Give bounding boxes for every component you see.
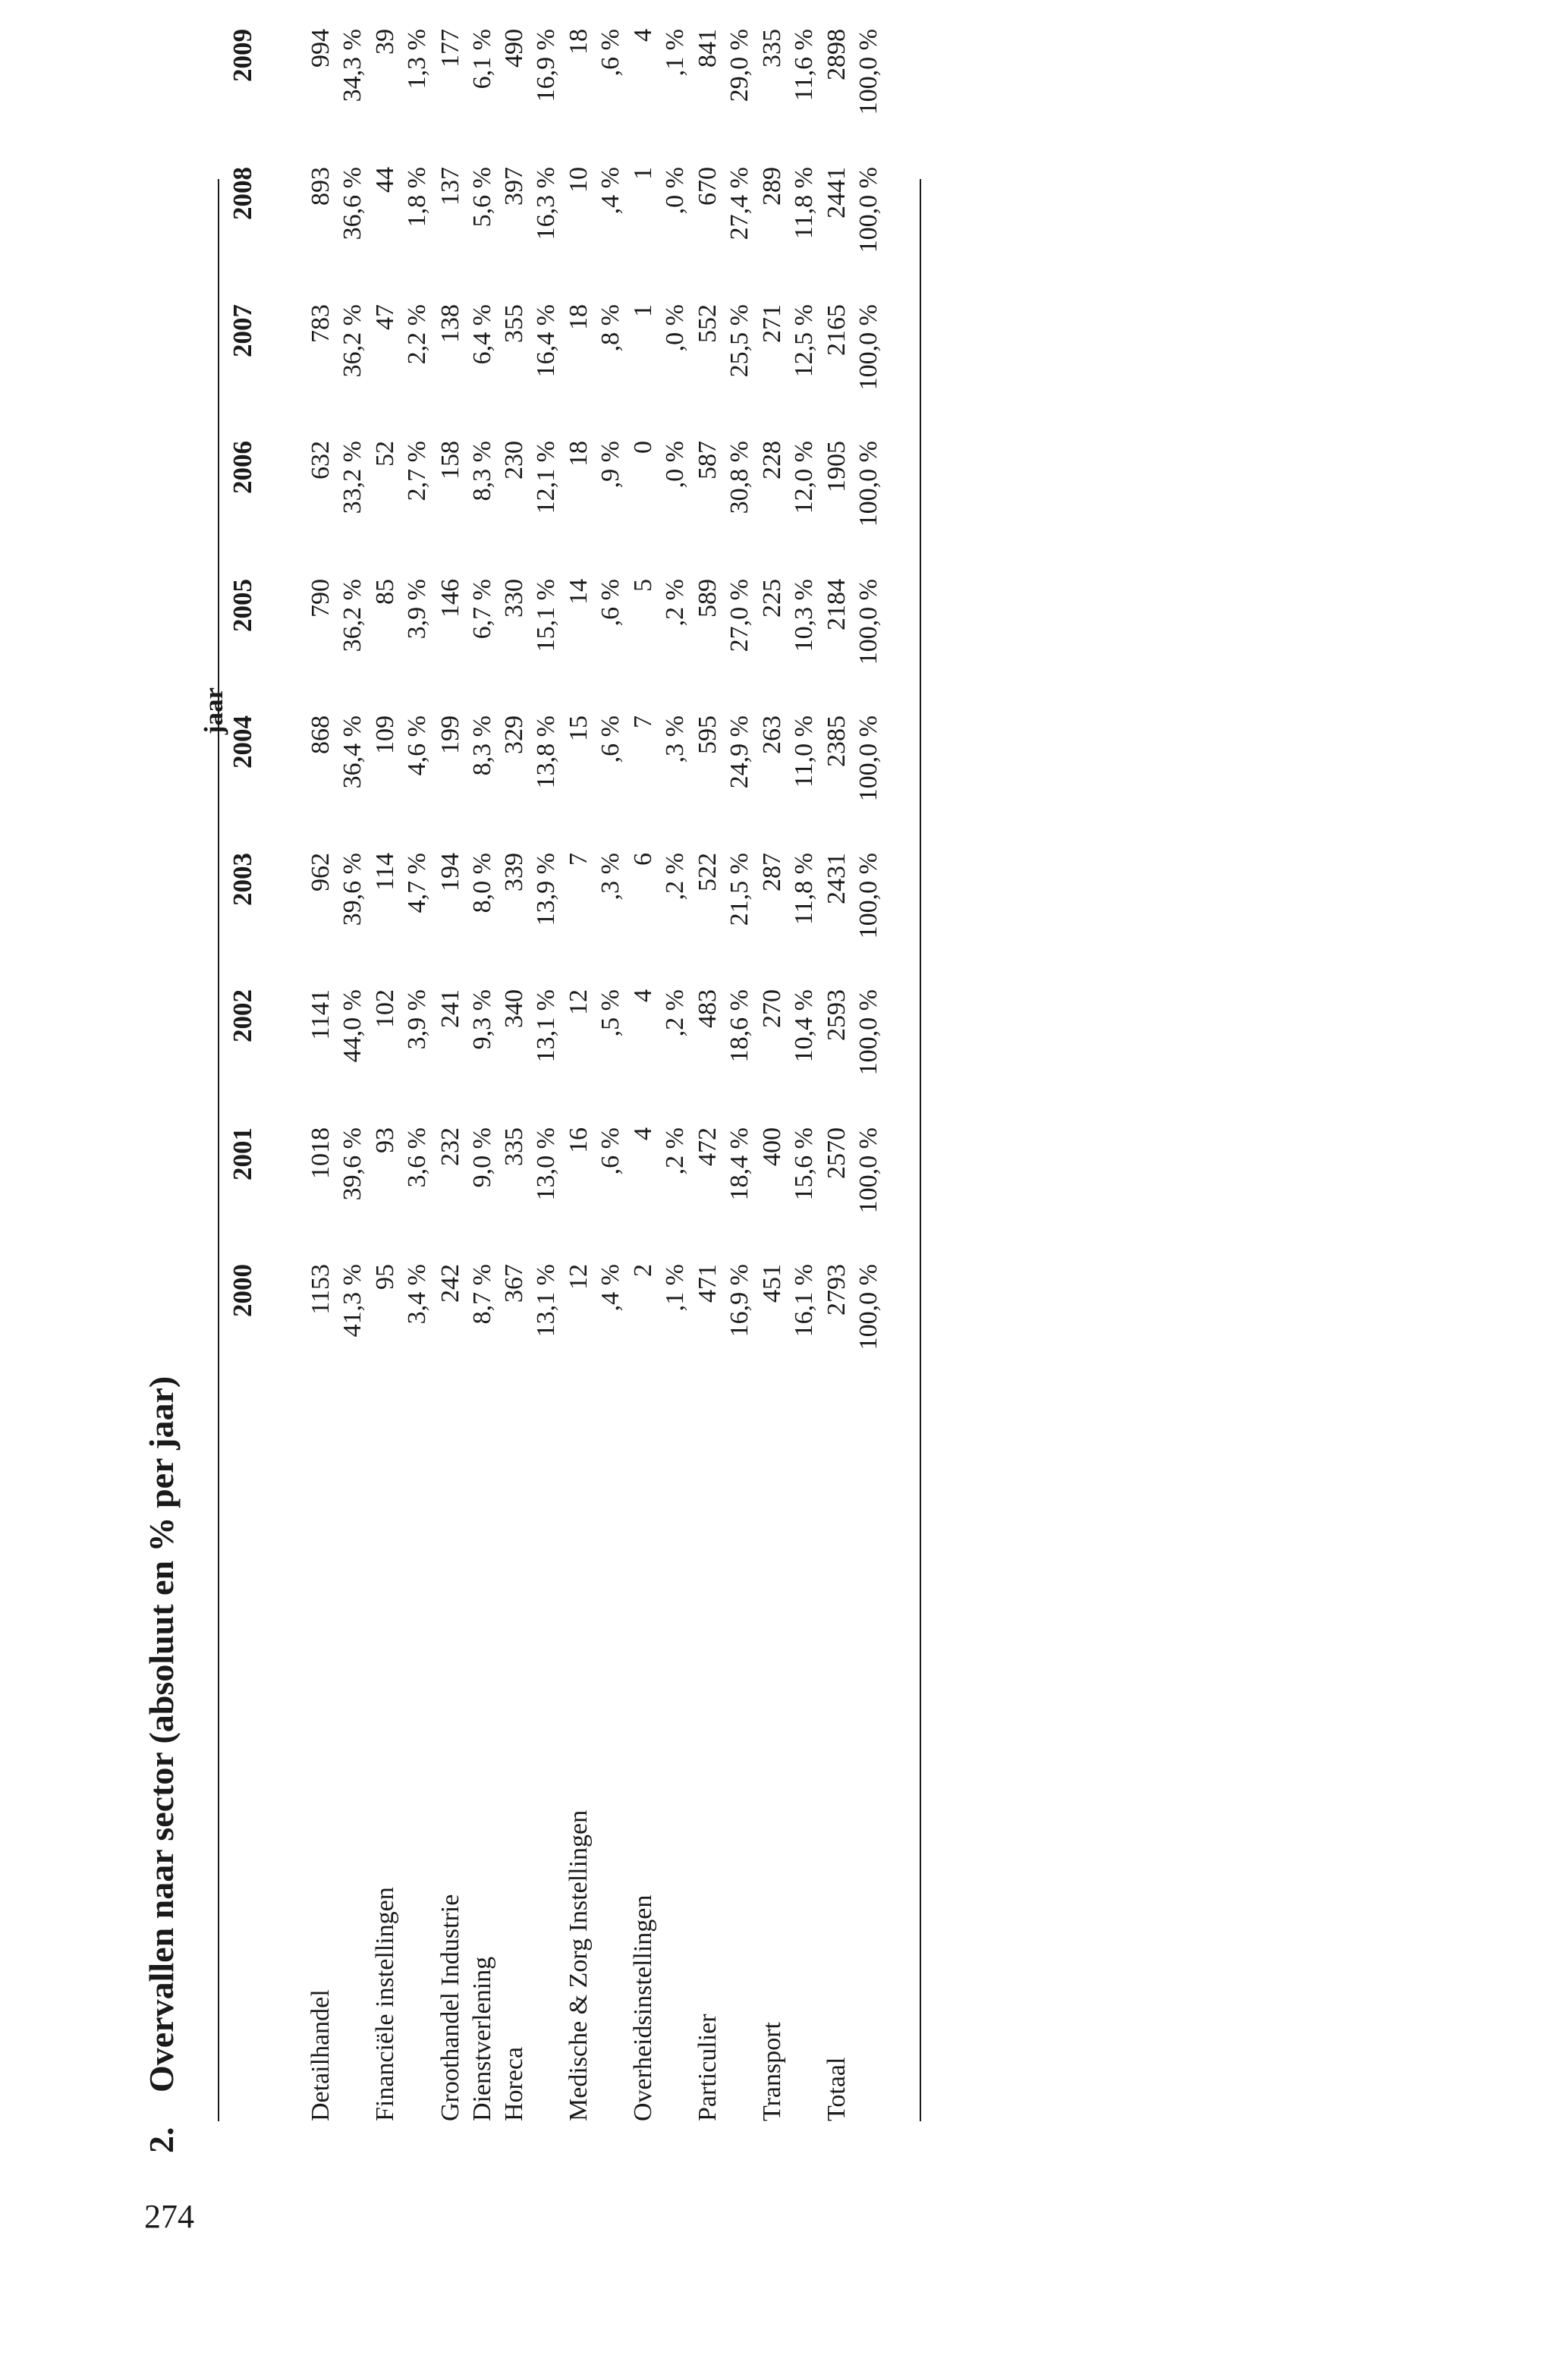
table-cell-absolute: 868 bbox=[307, 715, 335, 754]
table-cell-absolute: 4 bbox=[629, 29, 657, 42]
table-cell-percent: 3,9 % bbox=[403, 579, 431, 640]
table-cell-percent: 30,8 % bbox=[725, 441, 753, 514]
table-cell-absolute: 242 bbox=[436, 1264, 464, 1303]
table-cell-absolute: 18 bbox=[565, 304, 593, 330]
table-cell-absolute: 1153 bbox=[307, 1264, 335, 1315]
column-header: 2003 bbox=[228, 853, 257, 906]
table-cell-percent: ,1 % bbox=[661, 1264, 689, 1312]
column-header: 2002 bbox=[228, 989, 257, 1042]
row-label: Dienstverlening bbox=[468, 1956, 496, 2121]
column-header: 2000 bbox=[228, 1264, 257, 1317]
row-label: Overheidsinstellingen bbox=[629, 1894, 657, 2121]
table-cell-absolute: 194 bbox=[436, 853, 464, 891]
table-cell-percent bbox=[662, 0, 688, 12]
table-cell-absolute: 2793 bbox=[823, 1264, 851, 1316]
table-cell-absolute: 158 bbox=[436, 441, 464, 479]
column-header bbox=[229, 0, 256, 12]
table-cell-absolute bbox=[502, 0, 527, 12]
table-cell-absolute: 15 bbox=[565, 715, 593, 741]
table-cell-percent bbox=[727, 0, 753, 12]
row-label: Groothandel Industrie bbox=[436, 1894, 464, 2121]
table-cell-percent: 10,4 % bbox=[790, 989, 818, 1063]
table-cell-absolute: 10 bbox=[565, 167, 593, 193]
table-cell-percent: 6,4 % bbox=[468, 304, 496, 365]
table-cell-absolute: 355 bbox=[500, 304, 528, 343]
table-cell-percent: 16,9 % bbox=[725, 1264, 753, 1338]
table-cell-absolute: 39 bbox=[371, 29, 399, 55]
table-cell-percent: 100,0 % bbox=[854, 29, 882, 115]
table-cell-absolute: 177 bbox=[436, 29, 464, 68]
table-cell-absolute: 289 bbox=[758, 167, 786, 206]
table-cell-percent: 6,1 % bbox=[468, 29, 496, 90]
table-cell-percent: 9,3 % bbox=[468, 989, 496, 1050]
table-cell-absolute: 893 bbox=[307, 167, 335, 206]
table-cell-absolute: 93 bbox=[371, 1127, 399, 1153]
table-cell-absolute: 1905 bbox=[823, 441, 851, 492]
table-cell-percent: 5,6 % bbox=[468, 167, 496, 228]
table-cell-percent: 36,6 % bbox=[338, 167, 366, 241]
table-cell-absolute: 2385 bbox=[823, 715, 851, 767]
table-cell-percent: 13,9 % bbox=[532, 853, 560, 926]
row-label: Detailhandel bbox=[307, 1989, 335, 2121]
table-bottom-rule bbox=[920, 179, 921, 2121]
table-cell-percent: 4,7 % bbox=[403, 853, 431, 913]
table-cell-percent: 41,3 % bbox=[338, 1264, 366, 1338]
table-cell-absolute: 400 bbox=[758, 1127, 786, 1166]
table-cell-absolute: 1 bbox=[629, 167, 657, 180]
table-cell-percent: 13,1 % bbox=[532, 989, 560, 1063]
table-cell-absolute: 7 bbox=[565, 853, 593, 866]
table-cell-absolute: 271 bbox=[758, 304, 786, 343]
table-cell-absolute: 12 bbox=[565, 1264, 593, 1290]
table-cell-percent: 13,0 % bbox=[532, 1127, 560, 1201]
table-cell-absolute: 670 bbox=[694, 167, 722, 206]
table-cell-absolute: 263 bbox=[758, 715, 786, 754]
table-cell-absolute: 472 bbox=[694, 1127, 722, 1166]
table-cell-absolute: 199 bbox=[436, 715, 464, 754]
table-cell-percent: 16,9 % bbox=[532, 29, 560, 102]
table-cell-absolute: 595 bbox=[694, 715, 722, 754]
table-cell-absolute bbox=[308, 0, 334, 12]
table-cell-absolute: 137 bbox=[436, 167, 464, 206]
table-cell-absolute: 16 bbox=[565, 1127, 593, 1153]
table-cell-percent: 36,2 % bbox=[338, 304, 366, 378]
table-cell-absolute bbox=[566, 0, 592, 12]
table-cell-absolute: 270 bbox=[758, 989, 786, 1028]
table-cell-absolute: 225 bbox=[758, 579, 786, 618]
table-cell-absolute: 18 bbox=[565, 441, 593, 467]
table-cell-percent: 36,4 % bbox=[338, 715, 366, 789]
table-cell-absolute: 2165 bbox=[823, 304, 851, 356]
table-cell-absolute bbox=[373, 0, 398, 12]
table-cell-percent: 11,6 % bbox=[790, 29, 818, 102]
column-header: 2007 bbox=[228, 304, 257, 357]
table-cell-absolute: 14 bbox=[565, 579, 593, 605]
column-header: 2001 bbox=[228, 1127, 257, 1181]
table-cell-percent: 2,7 % bbox=[403, 441, 431, 501]
table-cell-percent: 36,2 % bbox=[338, 579, 366, 652]
table-cell-percent: 16,4 % bbox=[532, 304, 560, 378]
column-header: 2005 bbox=[228, 579, 257, 632]
table-cell-absolute: 994 bbox=[307, 29, 335, 68]
table-cell-absolute: 146 bbox=[436, 579, 464, 618]
table-cell-absolute: 483 bbox=[694, 989, 722, 1028]
table-cell-percent: ,5 % bbox=[596, 989, 624, 1037]
table-cell-percent: 29,0 % bbox=[725, 29, 753, 102]
table-cell-absolute: 95 bbox=[371, 1264, 399, 1290]
table-cell-absolute: 1141 bbox=[307, 989, 335, 1040]
table-cell-absolute: 2441 bbox=[823, 167, 851, 219]
table-cell-percent: 11,8 % bbox=[790, 167, 818, 240]
table-cell-absolute: 490 bbox=[500, 29, 528, 68]
table-cell-percent: ,4 % bbox=[596, 167, 624, 215]
table-cell-percent: ,2 % bbox=[661, 579, 689, 627]
table-cell-percent: 3,4 % bbox=[403, 1264, 431, 1325]
table-cell-percent: 9,0 % bbox=[468, 1127, 496, 1188]
table-cell-percent: ,3 % bbox=[661, 715, 689, 763]
table-cell-absolute: 230 bbox=[500, 441, 528, 479]
table-cell-absolute: 367 bbox=[500, 1264, 528, 1303]
table-cell-percent bbox=[791, 0, 817, 12]
table-cell-absolute: 335 bbox=[500, 1127, 528, 1166]
table-cell-absolute: 1018 bbox=[307, 1127, 335, 1179]
table-cell-percent: ,8 % bbox=[596, 304, 624, 352]
table-cell-percent: 100,0 % bbox=[854, 715, 882, 802]
table-title-number: 2. bbox=[142, 2127, 181, 2153]
table-cell-absolute bbox=[695, 0, 721, 12]
table-cell-absolute: 330 bbox=[500, 579, 528, 618]
table-cell-absolute: 2593 bbox=[823, 989, 851, 1041]
table-cell-percent: 24,9 % bbox=[725, 715, 753, 789]
table-cell-percent bbox=[598, 0, 624, 12]
table-cell-percent: ,1 % bbox=[661, 29, 689, 77]
table-cell-percent: 18,6 % bbox=[725, 989, 753, 1063]
table-cell-percent: 13,1 % bbox=[532, 1264, 560, 1338]
table-cell-absolute: 397 bbox=[500, 167, 528, 206]
table-cell-percent: 2,2 % bbox=[403, 304, 431, 365]
table-cell-percent: 1,3 % bbox=[403, 29, 431, 90]
table-cell-percent: 39,6 % bbox=[338, 853, 366, 926]
column-header: 2006 bbox=[228, 441, 257, 494]
table-cell-percent: ,6 % bbox=[596, 715, 624, 763]
table-cell-percent: 100,0 % bbox=[854, 1127, 882, 1214]
table-cell-absolute: 138 bbox=[436, 304, 464, 343]
row-label: Totaal bbox=[823, 2057, 851, 2121]
table-cell-absolute bbox=[631, 0, 656, 12]
table-cell-percent: 13,8 % bbox=[532, 715, 560, 789]
table-cell-percent: 1,8 % bbox=[403, 167, 431, 228]
row-label: Particulier bbox=[694, 2014, 722, 2121]
table-cell-percent: ,2 % bbox=[661, 853, 689, 901]
table-cell-percent: ,9 % bbox=[596, 441, 624, 489]
table-cell-absolute: 962 bbox=[307, 853, 335, 891]
table-cell-percent: 100,0 % bbox=[854, 1264, 882, 1350]
table-cell-absolute: 5 bbox=[629, 579, 657, 592]
table-cell-percent: 12,5 % bbox=[790, 304, 818, 378]
table-cell-percent: 100,0 % bbox=[854, 167, 882, 253]
table-cell-percent: ,0 % bbox=[661, 167, 689, 215]
table-cell-percent: 100,0 % bbox=[854, 441, 882, 527]
table-cell-percent bbox=[470, 0, 495, 12]
table-cell-percent: 44,0 % bbox=[338, 989, 366, 1063]
table-cell-percent: 100,0 % bbox=[854, 579, 882, 665]
table-cell-percent: 3,9 % bbox=[403, 989, 431, 1050]
column-header: 2008 bbox=[228, 167, 257, 220]
table-cell-absolute: 783 bbox=[307, 304, 335, 343]
table-title-text: Overvallen naar sector (absoluut en % per jaar) bbox=[142, 1375, 181, 2092]
table-cell-percent: 39,6 % bbox=[338, 1127, 366, 1201]
table-cell-percent: 12,1 % bbox=[532, 441, 560, 514]
table-cell-percent: 21,5 % bbox=[725, 853, 753, 926]
table-cell-percent bbox=[340, 0, 366, 12]
table-cell-percent: ,2 % bbox=[661, 1127, 689, 1175]
table-cell-absolute: 451 bbox=[758, 1264, 786, 1303]
table-cell-absolute: 232 bbox=[436, 1127, 464, 1166]
table-cell-percent: 15,1 % bbox=[532, 579, 560, 652]
column-header: 2004 bbox=[228, 715, 257, 769]
table-cell-absolute: 1 bbox=[629, 304, 657, 317]
table-cell-percent: ,6 % bbox=[596, 579, 624, 627]
table-cell-percent: 18,4 % bbox=[725, 1127, 753, 1201]
table-cell-percent: 8,3 % bbox=[468, 441, 496, 501]
table-cell-absolute: 228 bbox=[758, 441, 786, 479]
table-cell-absolute: 589 bbox=[694, 579, 722, 618]
table-cell-percent: 100,0 % bbox=[854, 853, 882, 939]
table-cell-absolute: 52 bbox=[371, 441, 399, 467]
table-cell-absolute: 12 bbox=[565, 989, 593, 1015]
table-cell-absolute: 632 bbox=[307, 441, 335, 479]
row-label: Transport bbox=[758, 2022, 786, 2121]
group-header-jaar: jaar bbox=[199, 687, 228, 735]
table-cell-absolute: 2570 bbox=[823, 1127, 851, 1179]
table-cell-absolute: 522 bbox=[694, 853, 722, 891]
table-cell-absolute: 329 bbox=[500, 715, 528, 754]
table-cell-absolute: 4 bbox=[629, 989, 657, 1002]
table-cell-absolute: 339 bbox=[500, 853, 528, 891]
table-cell-percent: 16,3 % bbox=[532, 167, 560, 241]
table-cell-percent: 25,5 % bbox=[725, 304, 753, 378]
column-header: 2009 bbox=[228, 29, 257, 82]
table-cell-absolute: 841 bbox=[694, 29, 722, 68]
table-cell-percent: ,0 % bbox=[661, 304, 689, 352]
table-cell-percent: 4,6 % bbox=[403, 715, 431, 776]
table-cell-percent bbox=[533, 0, 559, 12]
table-cell-absolute: 4 bbox=[629, 1127, 657, 1140]
table-cell-absolute: 471 bbox=[694, 1264, 722, 1303]
table-cell-absolute bbox=[438, 0, 464, 12]
table-cell-absolute: 790 bbox=[307, 579, 335, 618]
table-cell-absolute: 2184 bbox=[823, 579, 851, 630]
table-cell-percent: ,2 % bbox=[661, 989, 689, 1037]
table-cell-absolute: 2431 bbox=[823, 853, 851, 904]
table-cell-absolute: 7 bbox=[629, 715, 657, 728]
table-cell-absolute: 2898 bbox=[823, 29, 851, 80]
table-cell-absolute: 340 bbox=[500, 989, 528, 1028]
table-cell-absolute: 109 bbox=[371, 715, 399, 754]
rotated-table-block bbox=[142, 29, 979, 2153]
table-cell-percent: 6,7 % bbox=[468, 579, 496, 640]
table-cell-percent: 27,4 % bbox=[725, 167, 753, 241]
row-label: Medische & Zorg Instellingen bbox=[565, 1809, 593, 2121]
table-cell-percent bbox=[856, 0, 882, 12]
page-number: 274 bbox=[144, 2198, 194, 2235]
table-cell-percent: 11,8 % bbox=[790, 853, 818, 926]
table-cell-absolute bbox=[760, 0, 785, 12]
table-cell-absolute: 85 bbox=[371, 579, 399, 605]
table-cell-absolute: 0 bbox=[629, 441, 657, 454]
table-cell-percent: ,6 % bbox=[596, 29, 624, 77]
table-cell-percent: 8,0 % bbox=[468, 853, 496, 913]
table-cell-percent: 12,0 % bbox=[790, 441, 818, 514]
table-cell-percent: 10,3 % bbox=[790, 579, 818, 652]
table-cell-absolute: 6 bbox=[629, 853, 657, 866]
table-cell-percent: ,3 % bbox=[596, 853, 624, 901]
row-label: Financiële instellingen bbox=[371, 1887, 399, 2121]
table-cell-percent: ,4 % bbox=[596, 1264, 624, 1312]
table-cell-percent bbox=[404, 0, 430, 12]
table-cell-percent: 16,1 % bbox=[790, 1264, 818, 1338]
table-cell-percent: 34,3 % bbox=[338, 29, 366, 102]
row-label: Horeca bbox=[500, 2046, 528, 2121]
table-cell-percent: 11,0 % bbox=[790, 715, 818, 788]
table-cell-percent: 100,0 % bbox=[854, 304, 882, 391]
table-cell-percent: 27,0 % bbox=[725, 579, 753, 652]
table-cell-absolute: 287 bbox=[758, 853, 786, 891]
table-cell-percent: ,6 % bbox=[596, 1127, 624, 1175]
table-cell-percent: 33,2 % bbox=[338, 441, 366, 514]
table-cell-percent: ,0 % bbox=[661, 441, 689, 489]
table-cell-absolute: 335 bbox=[758, 29, 786, 68]
table-cell-absolute: 114 bbox=[371, 853, 399, 891]
table-cell-absolute: 47 bbox=[371, 304, 399, 330]
table-cell-absolute: 102 bbox=[371, 989, 399, 1028]
table-cell-absolute: 18 bbox=[565, 29, 593, 55]
table-cell-percent: 8,7 % bbox=[468, 1264, 496, 1325]
table-cell-absolute: 2 bbox=[629, 1264, 657, 1277]
table-cell-absolute bbox=[824, 0, 850, 12]
table-cell-absolute: 241 bbox=[436, 989, 464, 1028]
table-cell-percent: 100,0 % bbox=[854, 989, 882, 1076]
table-title bbox=[144, 1376, 179, 2153]
table-cell-absolute: 552 bbox=[694, 304, 722, 343]
table-cell-percent: 8,3 % bbox=[468, 715, 496, 776]
table-cell-percent: 15,6 % bbox=[790, 1127, 818, 1201]
table-cell-absolute: 44 bbox=[371, 167, 399, 193]
table-cell-absolute: 587 bbox=[694, 441, 722, 479]
table-cell-percent: 3,6 % bbox=[403, 1127, 431, 1188]
